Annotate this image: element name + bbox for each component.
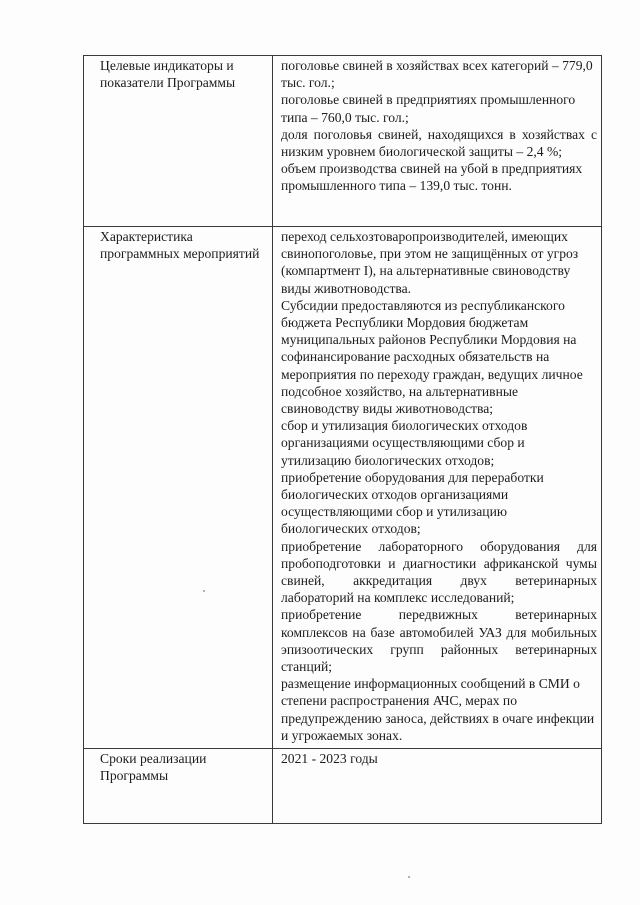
paragraph: переход сельхозтоваропроизводителей, имеющих свинопоголовье, при этом не защищённых от угроз (компартмент I), на альтернативные свиноводству виды животноводства. xyxy=(281,229,579,296)
row-label: Характеристика программных мероприятий xyxy=(84,227,273,749)
paragraph: приобретение лабораторного оборудования для пробоподготовки и диагностики африканской чумы свиней, аккредитация двух ветеринарных лабораторий на комплекс исследований; xyxy=(281,538,597,606)
paragraph: размещение информационных сообщений в СМИ о степени распространения АЧС, мерах по предупреждению заноса, действиях в очаге инфекции и угрожаемых зонах. xyxy=(281,676,595,743)
paragraph: приобретение оборудования для переработки биологических отходов организациями осуществляющими сбор и утилизацию биологических отходов; xyxy=(281,469,544,537)
table-row xyxy=(84,56,602,227)
table-row xyxy=(84,227,602,749)
scan-speck xyxy=(203,590,205,592)
paragraph: приобретение передвижных ветеринарных комплексов на базе автомобилей УАЗ для мобильных эпизоотических групп районных ветеринарных станций; xyxy=(281,607,597,675)
row-content xyxy=(273,749,602,824)
paragraph: доля поголовья свиней, находящихся в хозяйствах с низким уровнем биологической защиты – 2,4 %; xyxy=(281,126,597,160)
table-row xyxy=(84,749,602,824)
row-content xyxy=(273,56,602,227)
paragraph: сбор и утилизация биологических отходов организациями осуществляющими сбор и утилизацию биологических отходов; xyxy=(281,418,528,468)
paragraph: поголовье свиней в предприятиях промышленного типа – 760,0 тыс. гол.; xyxy=(281,92,576,125)
row-label: Целевые индикаторы и показатели Программы xyxy=(84,56,273,227)
row-label: Сроки реализации Программы xyxy=(84,749,273,824)
program-passport-table xyxy=(83,55,602,824)
paragraph: 2021 - 2023 годы xyxy=(281,751,378,766)
scan-speck xyxy=(408,876,410,878)
paragraph: объем производства свиней на убой в предприятиях промышленного типа – 139,0 тыс. тонн. xyxy=(281,161,583,194)
paragraph: поголовье свиней в хозяйствах всех категорий – 779,0 тыс. гол.; xyxy=(281,58,593,91)
paragraph: Субсидии предоставляются из республиканского бюджета Республики Мордовия бюджетам муниципальных районов Республики Мордовия на софинансирование расходных обязательств на мероприятия по переходу граждан, ведущих личное подсобное хозяйство, на альтернативные свиноводству виды животноводства; xyxy=(281,297,583,417)
row-content xyxy=(273,227,602,749)
